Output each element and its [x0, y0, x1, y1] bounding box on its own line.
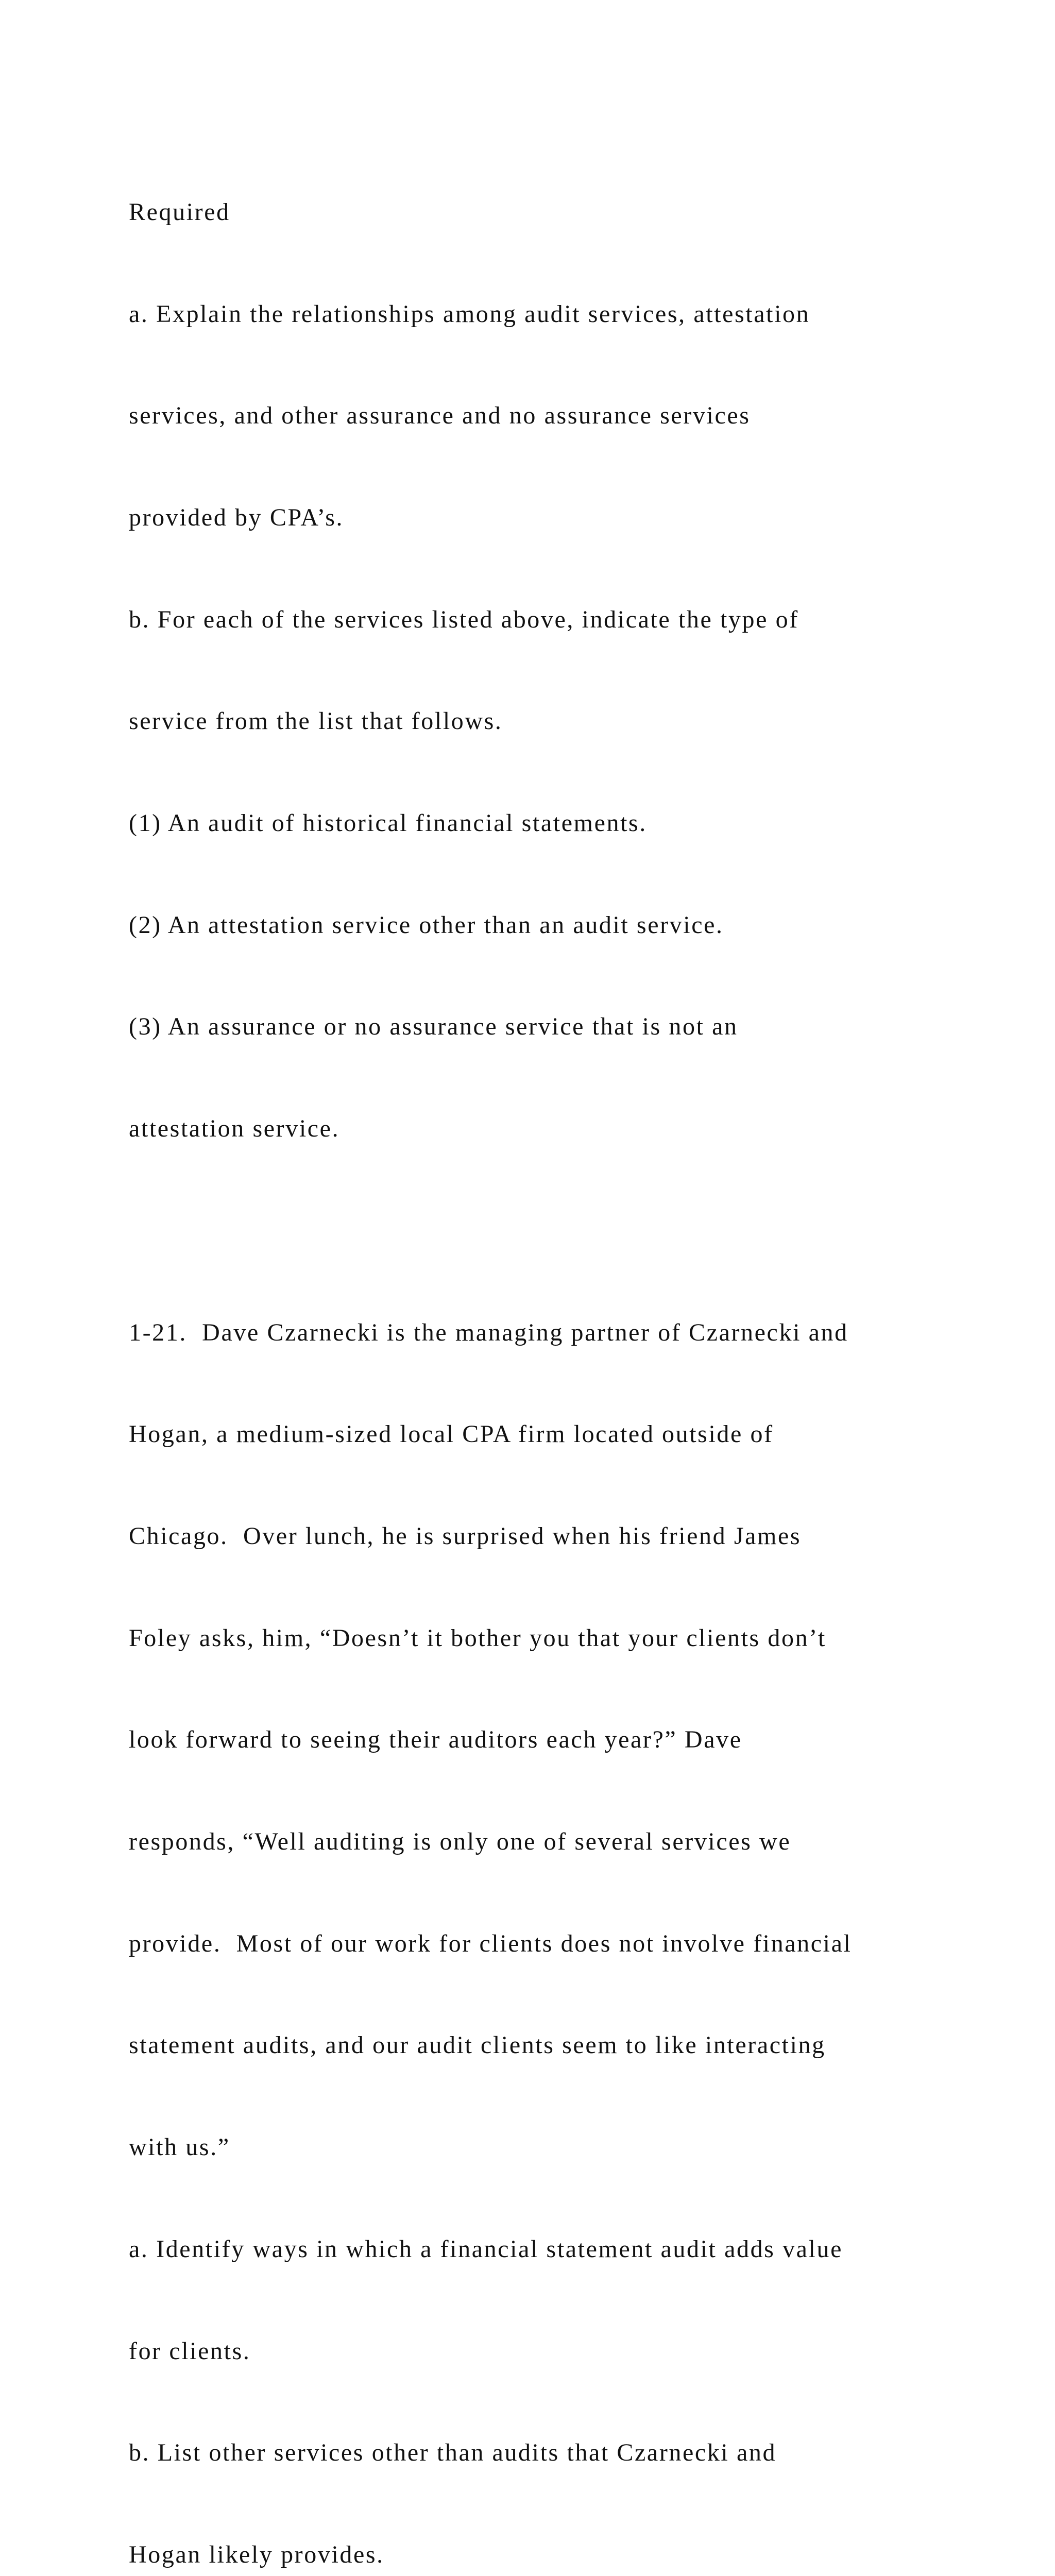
- text-line: service from the list that follows.: [129, 707, 503, 735]
- text-line: Hogan, a medium-sized local CPA firm located outside of: [129, 1420, 774, 1448]
- text-line: with us.”: [129, 2133, 230, 2161]
- text-line: Chicago. Over lunch, he is surprised when his friend James: [129, 1522, 802, 1550]
- text-line: 1-21. Dave Czarnecki is the managing partner of Czarnecki and: [129, 1318, 848, 1346]
- document-body: [129, 127, 1046, 2576]
- text-line: attestation service.: [129, 1115, 340, 1143]
- text-line: responds, “Well auditing is only one of several services we: [129, 1828, 791, 1856]
- text-line: services, and other assurance and no assurance services: [129, 402, 751, 430]
- blank-line: [129, 1214, 1046, 1248]
- text-line: look forward to seeing their auditors each year?” Dave: [129, 1726, 742, 1754]
- text-line: a. Explain the relationships among audit services, attestation: [129, 300, 810, 328]
- text-line: provided by CPA’s.: [129, 503, 344, 531]
- text-line: for clients.: [129, 2337, 251, 2365]
- text-line: Required: [129, 198, 230, 226]
- text-line: statement audits, and our audit clients seem to like interacting: [129, 2031, 826, 2059]
- text-line: Foley asks, him, “Doesn’t it bother you that your clients don’t: [129, 1624, 826, 1652]
- text-line: a. Identify ways in which a financial statement audit adds value: [129, 2235, 843, 2263]
- text-line: (1) An audit of historical financial statements.: [129, 809, 647, 837]
- text-line: provide. Most of our work for clients does not involve financial: [129, 1929, 852, 1957]
- text-line: Hogan likely provides.: [129, 2540, 384, 2568]
- text-line: (3) An assurance or no assurance service that is not an: [129, 1013, 738, 1041]
- text-line: (2) An attestation service other than an audit service.: [129, 911, 724, 939]
- text-line: b. List other services other than audits that Czarnecki and: [129, 2439, 777, 2467]
- text-line: b. For each of the services listed above, indicate the type of: [129, 605, 799, 633]
